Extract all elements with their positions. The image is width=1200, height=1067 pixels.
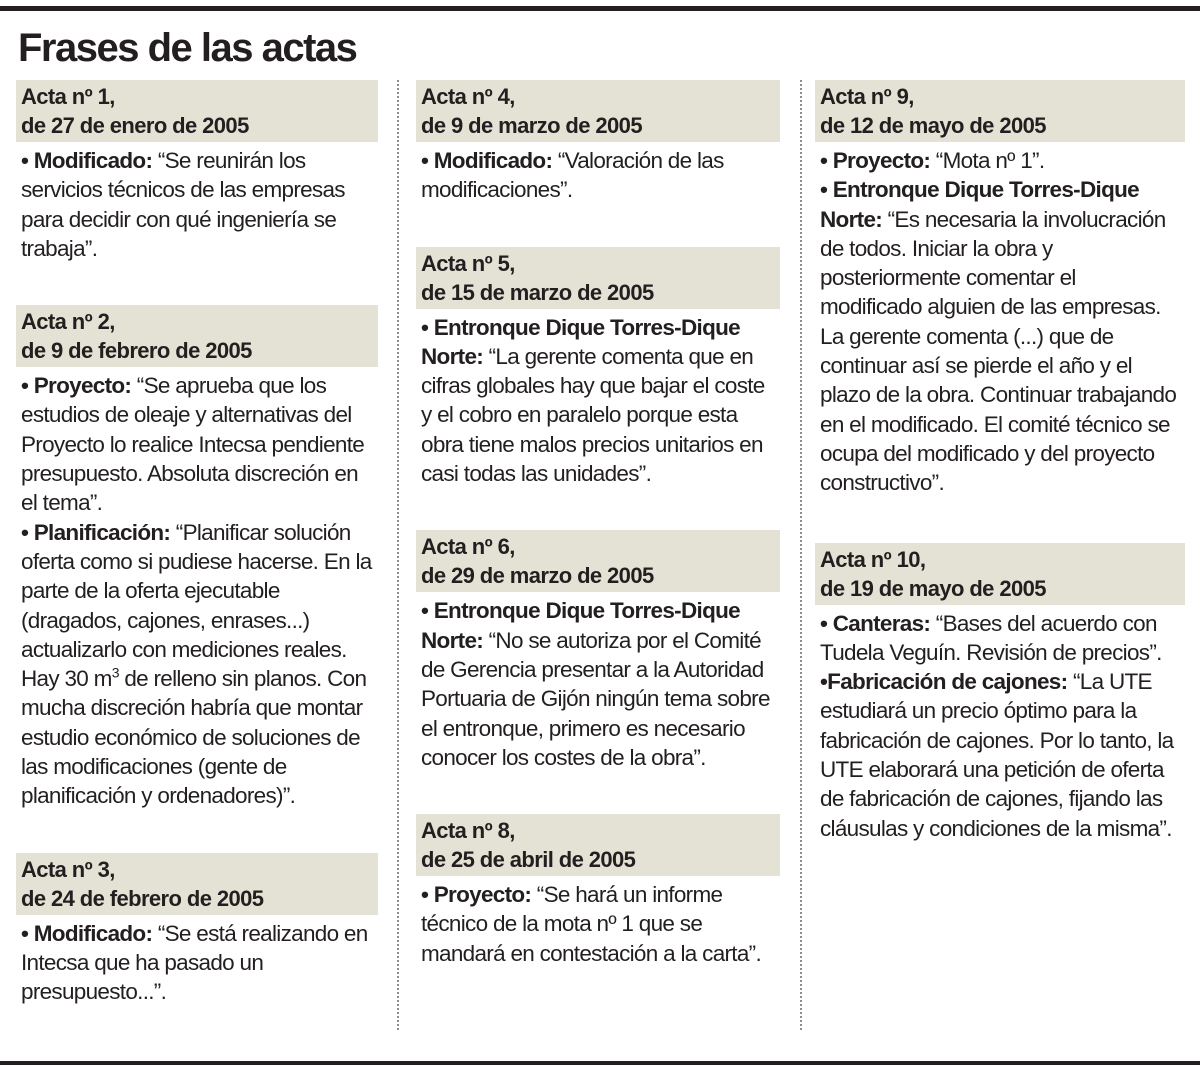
item-text: “Se aprueba que los estudios de oleaje y alternativas del Proyecto lo realice Intecsa pendiente presupuesto. Absoluta discreción en el tema”. (21, 373, 365, 516)
item-label: • Modificado: (421, 148, 553, 173)
item-label: • Modificado: (21, 920, 153, 946)
acta-item (416, 313, 780, 489)
acta-number: Acta nº 3, (21, 856, 115, 882)
acta-entry (16, 80, 378, 263)
acta-header (16, 80, 378, 142)
acta-item (416, 146, 780, 205)
acta-entry (416, 814, 780, 968)
acta-number: Acta nº 4, (421, 84, 515, 109)
acta-date: de 9 de febrero de 2005 (21, 338, 252, 364)
item-label: • Proyecto: (21, 373, 132, 399)
item-text: “Planificar solución oferta como si pudiese hacerse. En la parte de la oferta ejecutable (dragados, cajones, enrases...) actualizarlo con mediciones reales. Hay 30 m (21, 519, 372, 692)
acta-number: Acta nº 1, (21, 84, 115, 109)
acta-header (416, 80, 780, 142)
bottom-rule (0, 1061, 1200, 1065)
acta-date: de 29 de marzo de 2005 (421, 563, 654, 589)
acta-date: de 12 de mayo de 2005 (820, 113, 1046, 138)
item-label: • Entronque Dique Torres-Dique Norte: (421, 314, 740, 369)
acta-date: de 9 de marzo de 2005 (421, 113, 642, 138)
acta-item (815, 609, 1185, 668)
item-label: • Proyecto: (421, 882, 532, 908)
acta-header (815, 80, 1185, 142)
acta-header (16, 305, 378, 367)
acta-number: Acta nº 2, (21, 309, 115, 335)
acta-date: de 27 de enero de 2005 (21, 113, 249, 138)
acta-date: de 25 de abril de 2005 (421, 847, 636, 873)
item-text: “Se hará un informe técnico de la mota nº 1 que se mandará en contestación a la carta”. (421, 882, 762, 966)
acta-header (416, 814, 780, 876)
acta-entry (815, 543, 1185, 843)
column-3 (815, 80, 1185, 888)
item-label: • Proyecto: (820, 148, 931, 173)
item-label: • Canteras: (820, 610, 931, 636)
acta-item (815, 146, 1185, 175)
acta-item (16, 146, 378, 263)
acta-entry (16, 305, 378, 810)
item-text: “No se autoriza por el Comité de Gerencia presentar a la Autoridad Portuaria de Gijón ningún tema sobre el entronque, primero es necesario conocer los costes de la obra”. (421, 627, 770, 770)
column-divider (397, 80, 399, 1030)
item-text: “Bases del acuerdo con Tudela Veguín. Revisión de precios”. (820, 610, 1162, 665)
column-divider (800, 80, 802, 1030)
acta-number: Acta nº 5, (421, 250, 515, 276)
item-text: “Valoración de las modificaciones”. (421, 148, 724, 203)
item-text: “La UTE estudiará un precio óptimo para la fabricación de cajones. Por lo tanto, la UTE elaborará una petición de oferta de fabricación de cajones, fijando las cláusulas y condiciones de la misma”. (820, 669, 1174, 841)
acta-number: Acta nº 6, (421, 534, 515, 560)
item-label: • Modificado: (21, 148, 153, 173)
item-superscript: 3 (111, 664, 119, 681)
acta-header (416, 530, 780, 592)
acta-header (16, 853, 378, 915)
acta-entry (815, 80, 1185, 498)
acta-item (815, 175, 1185, 497)
acta-number: Acta nº 8, (421, 818, 515, 844)
item-text: “Se está realizando en Intecsa que ha pasado un presupuesto...”. (21, 920, 368, 1005)
acta-item (16, 919, 378, 1007)
column-1 (16, 80, 378, 1049)
acta-date: de 15 de marzo de 2005 (421, 279, 654, 305)
item-label: • Entronque Dique Torres-Dique Norte: (820, 177, 1139, 232)
acta-item (416, 596, 780, 772)
acta-item (16, 518, 378, 811)
acta-item (16, 371, 378, 517)
acta-date: de 24 de febrero de 2005 (21, 885, 264, 911)
acta-item (416, 880, 780, 968)
page-title: Frases de las actas (18, 26, 357, 70)
acta-entry (416, 530, 780, 772)
acta-entry (416, 80, 780, 205)
item-text-continued: de relleno sin planos. Con mucha discreción habría que montar estudio económico de soluciones de las modificaciones (gente de planificación y ordenadores)”. (21, 666, 367, 809)
acta-number: Acta nº 10, (820, 546, 926, 572)
item-text: “Mota nº 1”. (930, 148, 1045, 173)
item-text: “La gerente comenta que en cifras globales hay que bajar el coste y el cobro en paralelo porque esta obra tiene malos precios unitarios en casi todas las unidades”. (421, 343, 765, 487)
item-label: •Fabricación de cajones: (820, 669, 1068, 695)
acta-number: Acta nº 9, (820, 84, 914, 109)
column-2 (416, 80, 780, 1010)
acta-header (815, 543, 1185, 605)
acta-entry (416, 247, 780, 489)
acta-date: de 19 de mayo de 2005 (820, 575, 1046, 601)
top-rule (0, 6, 1200, 11)
item-text: “Es necesaria la involucración de todos. Iniciar la obra y posteriormente comentar el modificado alguien de las empresas. La gerente comenta (...) que de continuar así se pierde el año y el plazo de la obra. Continuar trabajando en el modificado. El comité técnico se ocupa del modificado y del proyecto constructivo”. (820, 206, 1177, 496)
acta-entry (16, 853, 378, 1007)
item-label: • Entronque Dique Torres-Dique Norte: (421, 598, 740, 653)
acta-item (815, 667, 1185, 843)
acta-header (416, 247, 780, 309)
item-label: • Planificación: (21, 519, 171, 545)
item-text: “Se reunirán los servicios técnicos de las empresas para decidir con qué ingeniería se trabaja”. (21, 148, 345, 261)
